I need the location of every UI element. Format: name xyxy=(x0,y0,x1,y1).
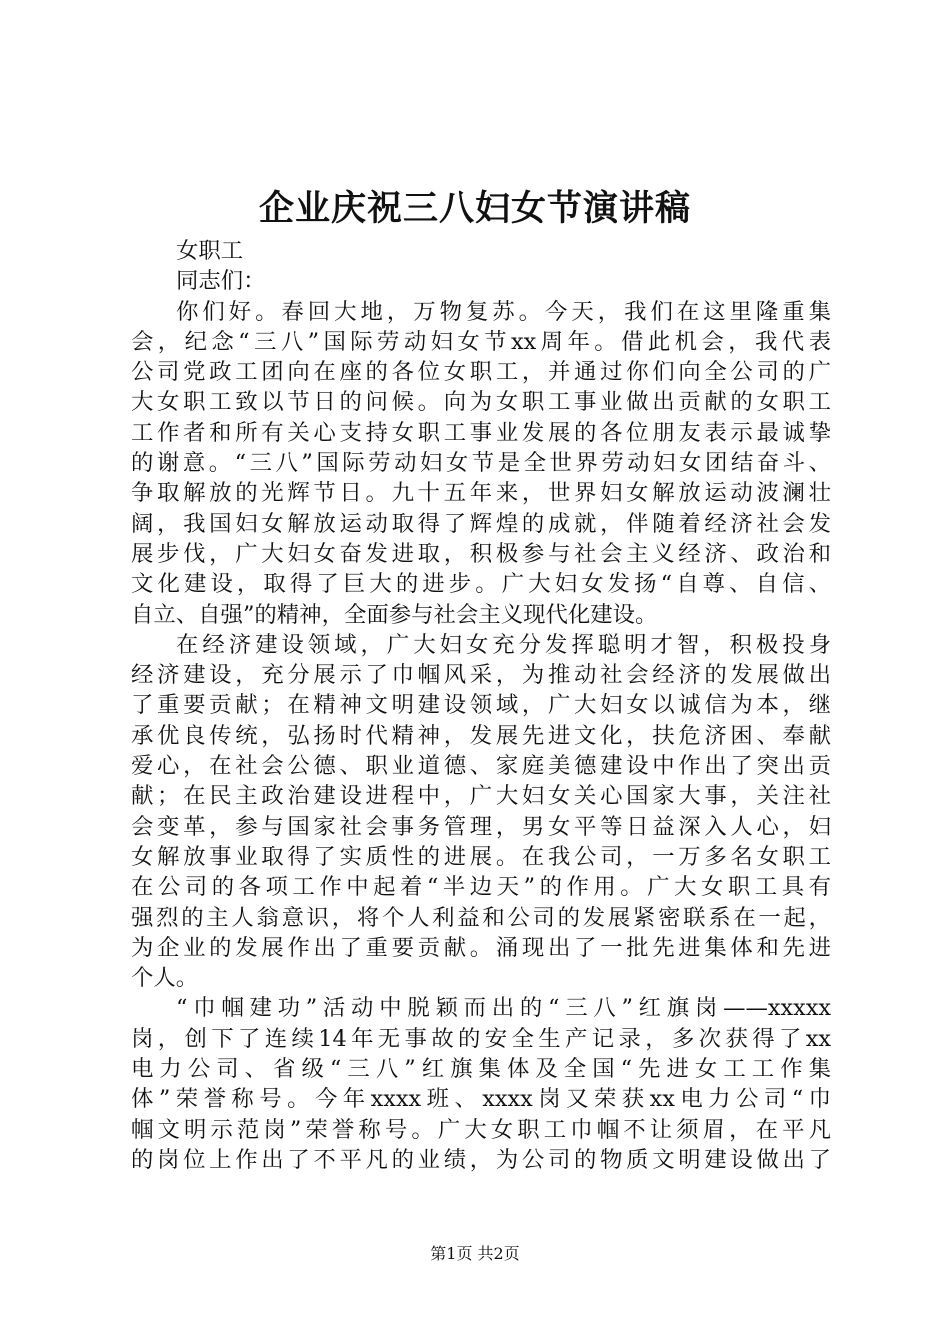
document-body xyxy=(131,236,831,1175)
text-line: 为企业的发展作出了重要贡献。涌现出了一批先进集体和先进 xyxy=(131,934,831,961)
text-line: 经济建设，充分展示了巾帼风采，为推动社会经济的发展做出 xyxy=(131,662,831,689)
text-line: “巾帼建功”活动中脱颖而出的“三八”红旗岗——xxxxx xyxy=(176,995,831,1022)
text-line: 帼文明示范岗”荣誉称号。广大女职工巾帼不让须眉，在平凡 xyxy=(131,1116,831,1143)
text-line: 公司党政工团向在座的各位女职工，并通过你们向全公司的广 xyxy=(131,359,831,386)
text-line: 爱心，在社会公德、职业道德、家庭美德建设中作出了突出贡 xyxy=(131,753,831,780)
text-line: 岗，创下了连续14年无事故的安全生产记录，多次获得了xx xyxy=(131,1025,831,1052)
text-line: 会，纪念“三八”国际劳动妇女节xx周年。借此机会，我代表 xyxy=(131,328,831,355)
text-line: 展步伐，广大妇女奋发进取，积极参与社会主义经济、政治和 xyxy=(131,540,831,567)
text-line: 的岗位上作出了不平凡的业绩，为公司的物质文明建设做出了 xyxy=(131,1146,831,1173)
text-line: 个人。 xyxy=(131,965,199,992)
text-line: 体”荣誉称号。今年xxxx班、xxxx岗又荣获xx电力公司“巾 xyxy=(131,1086,831,1113)
text-line: 在公司的各项工作中起着“半边天”的作用。广大女职工具有 xyxy=(131,874,831,901)
text-line: 会变革，参与国家社会事务管理，男女平等日益深入人心，妇 xyxy=(131,813,831,840)
text-line: 你们好。春回大地，万物复苏。今天，我们在这里隆重集 xyxy=(176,298,831,325)
text-line: 女解放事业取得了实质性的进展。在我公司，一万多名女职工 xyxy=(131,843,831,870)
text-line: 文化建设，取得了巨大的进步。广大妇女发扬“自尊、自信、 xyxy=(131,571,831,598)
text-line: 了重要贡献；在精神文明建设领域，广大妇女以诚信为本，继 xyxy=(131,692,831,719)
text-line: 争取解放的光辉节日。九十五年来，世界妇女解放运动波澜壮 xyxy=(131,480,831,507)
page-title: 企业庆祝三八妇女节演讲稿 xyxy=(258,188,691,229)
text-line: 自立、自强”的精神，全面参与社会主义现代化建设。 xyxy=(131,601,658,628)
text-line: 阔，我国妇女解放运动取得了辉煌的成就，伴随着经济社会发 xyxy=(131,510,831,537)
text-line: 献；在民主政治建设进程中，广大妇女关心国家大事，关注社 xyxy=(131,783,831,810)
text-line: 同志们： xyxy=(176,268,266,295)
page-footer: 第1页 共2页 xyxy=(430,1244,520,1263)
text-line: 在经济建设领域，广大妇女充分发挥聪明才智，积极投身 xyxy=(176,631,831,658)
text-line: 女职工 xyxy=(176,238,244,264)
text-line: 的谢意。“三八”国际劳动妇女节是全世界劳动妇女团结奋斗、 xyxy=(131,450,831,477)
text-line: 工作者和所有关心支持女职工事业发展的各位朋友表示最诚挚 xyxy=(131,419,831,446)
text-line: 电力公司、省级“三八”红旗集体及全国“先进女工工作集 xyxy=(131,1056,831,1083)
text-line: 强烈的主人翁意识，将个人利益和公司的发展紧密联系在一起， xyxy=(131,904,831,931)
text-line: 承优良传统，弘扬时代精神，发展先进文化，扶危济困、奉献 xyxy=(131,722,831,749)
text-line: 大女职工致以节日的问候。向为女职工事业做出贡献的女职工 xyxy=(131,389,831,416)
